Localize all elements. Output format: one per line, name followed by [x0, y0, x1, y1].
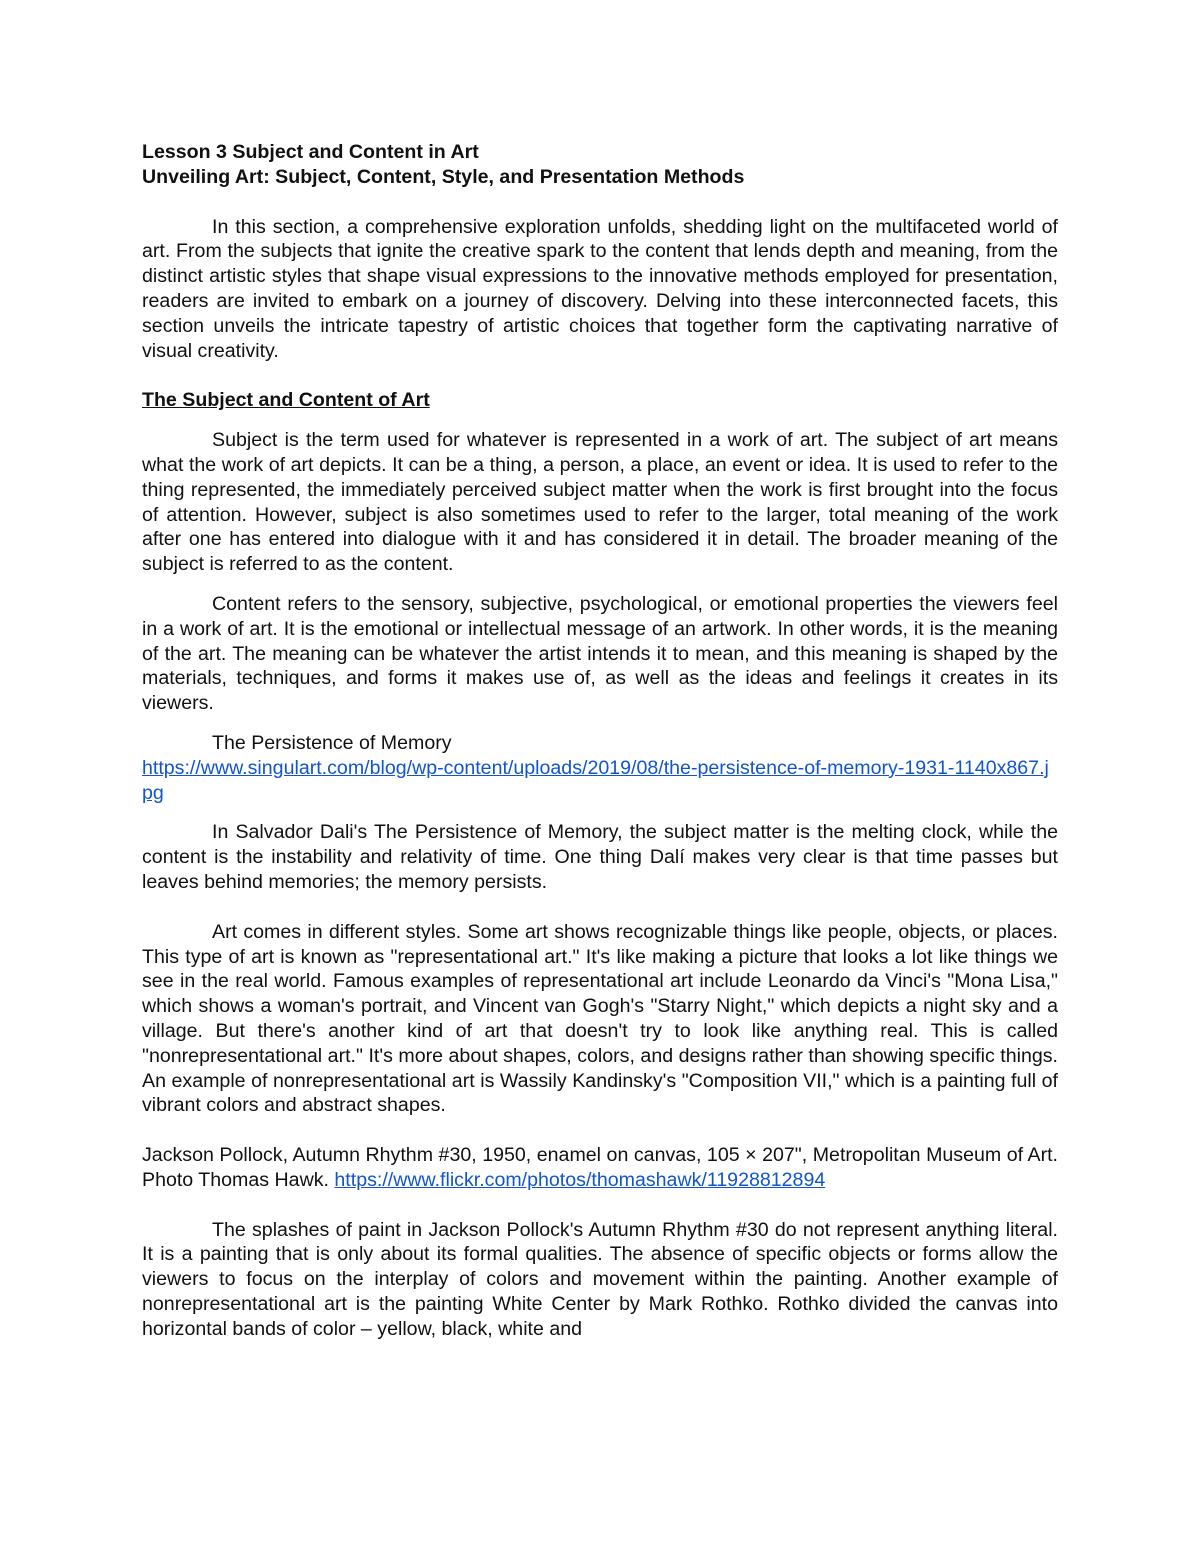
content-paragraph: Content refers to the sensory, subjective, psychological, or emotional properties the viewers feel in a work of art. It is the emotional or intellectual message of an artwork. In other words, it is the meaning of the art. The meaning can be whatever the artist intends it to mean, and this meaning is shaped by the materials, techniques, and forms it makes use of, as well as the ideas and feelings it creates in its viewers. [142, 592, 1058, 715]
subject-paragraph: Subject is the term used for whatever is represented in a work of art. The subject of art means what the work of art depicts. It can be a thing, a person, a place, an event or idea. It is used to refer to the thing represented, the immediately perceived subject matter when the work is first brought into the focus of attention. However, subject is also sometimes used to refer to the larger, total meaning of the work after one has entered into dialogue with it and has considered it in detail. The broader meaning of the subject is referred to as the content. [142, 429, 1058, 576]
document-page [142, 140, 1058, 1342]
section-heading: The Subject and Content of Art [142, 389, 430, 412]
figure1-link[interactable]: https://www.singulart.com/blog/wp-content/uploads/2019/08/the-persistence-of-memory-1931-1140x867.jpg [142, 756, 1049, 804]
figure1-link-line [142, 756, 1058, 806]
lesson-subtitle: Unveiling Art: Subject, Content, Style, and Presentation Methods [142, 165, 745, 188]
figure2-link[interactable]: https://www.flickr.com/photos/thomashawk/11928812894 [334, 1168, 826, 1191]
pollock-paragraph: The splashes of paint in Jackson Pollock's Autumn Rhythm #30 do not represent anything literal. It is a painting that is only about its formal qualities. The absence of specific objects or forms allow the viewers to focus on the interplay of colors and movement within the painting. Another example of nonrepresentational art is the painting White Center by Mark Rothko. Rothko divided the canvas into horizontal bands of color – yellow, black, white and [142, 1218, 1058, 1340]
figure2-caption-text: Jackson Pollock, Autumn Rhythm #30, 1950, enamel on canvas, 105 × 207", Metropolitan Museum of Art. Photo Thomas Hawk. [142, 1144, 1058, 1191]
figure1-caption: The Persistence of Memory [212, 731, 452, 754]
styles-paragraph: Art comes in different styles. Some art shows recognizable things like people, objects, or places. This type of art is known as "representational art." It's like making a picture that looks a lot like things we see in the real world. Famous examples of representational art include Leonardo da Vinci's "Mona Lisa," which shows a woman's portrait, and Vincent van Gogh's "Starry Night," which depicts a night sky and a village. But there's another kind of art that doesn't try to look like anything real. This is called "nonrepresentational art." It's more about shapes, colors, and designs rather than showing specific things. An example of nonrepresentational art is Wassily Kandinsky's "Composition VII," which is a painting full of vibrant colors and abstract shapes. [142, 920, 1058, 1117]
lesson-title: Lesson 3 Subject and Content in Art [142, 141, 479, 163]
intro-paragraph: In this section, a comprehensive exploration unfolds, shedding light on the multifaceted world of art. From the subjects that ignite the creative spark to the content that lends depth and meaning, from the distinct artistic styles that shape visual expressions to the innovative methods employed for presentation, readers are invited to embark on a journey of discovery. Delving into these interconnected facets, this section unveils the intricate tapestry of artistic choices that together form the captivating narrative of visual creativity. [142, 215, 1058, 362]
dali-paragraph: In Salvador Dali's The Persistence of Memory, the subject matter is the melting clock, while the content is the instability and relativity of time. One thing Dalí makes very clear is that time passes but leaves behind memories; the memory persists. [142, 821, 1058, 893]
figure2-caption [142, 1143, 1058, 1193]
